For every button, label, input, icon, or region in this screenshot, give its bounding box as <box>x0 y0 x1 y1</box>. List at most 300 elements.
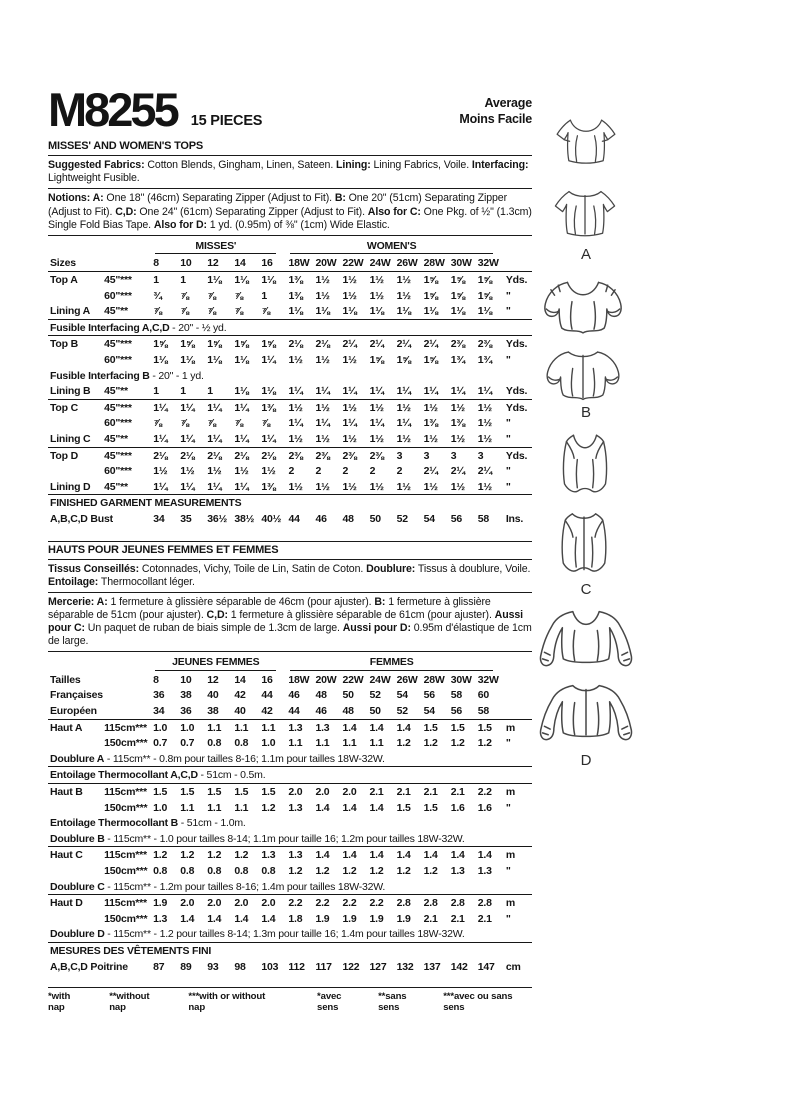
size-value: 14 <box>234 257 246 270</box>
size-value: 26W <box>396 257 418 270</box>
yardage-value: 1.2 <box>423 737 438 750</box>
size-value: 24W <box>369 673 391 686</box>
table-row <box>48 847 532 863</box>
yardage-value: ⅞ <box>180 289 189 302</box>
yardage-value: 1¼ <box>205 399 232 415</box>
yardage-value: 1.3 <box>286 847 313 863</box>
divider <box>48 188 532 189</box>
unit-cell: Yds. <box>503 336 532 352</box>
yardage-value: 1⅛ <box>477 305 492 318</box>
text-segment: B: <box>374 595 386 608</box>
yardage-value: 98 <box>234 960 246 973</box>
yardage-value: 1.2 <box>151 847 178 863</box>
text-segment: Cotton Blends, Gingham, Linen, Sateen. <box>144 159 337 172</box>
yardage-value: 1.4 <box>476 847 503 863</box>
pieces-count: 15 PIECES <box>190 113 263 130</box>
mercerie-paragraph <box>48 595 532 651</box>
table-row <box>48 479 532 495</box>
text-segment: Lining: <box>336 159 371 172</box>
garment-c-back-illustration <box>551 510 617 580</box>
yardage-value: 1¼ <box>207 480 222 493</box>
pattern-sheet <box>48 83 532 1014</box>
difficulty-en: Average <box>484 95 532 110</box>
size-value: 12 <box>207 257 219 270</box>
yardage-value: 1¼ <box>288 385 303 398</box>
yardage-value: 1.2 <box>342 865 357 878</box>
yardage-value: 1.9 <box>369 912 384 925</box>
yardage-value: 1½ <box>342 480 357 493</box>
garment-a-label: A <box>580 246 591 263</box>
row-label <box>48 863 102 879</box>
yardage-value: 2.1 <box>477 912 492 925</box>
difficulty-rating <box>459 95 532 128</box>
table-row <box>48 303 532 319</box>
row-label <box>48 735 102 751</box>
yardage-value: 1¼ <box>369 417 384 430</box>
yardage-value: 1⅜ <box>286 272 313 288</box>
yardage-value: 1⅝ <box>422 272 449 288</box>
text-segment: C,D: <box>206 608 228 621</box>
yardage-value: 0.8 <box>207 737 222 750</box>
text-segment: One 18" (46cm) Separating Zipper (Adjust to Fit). <box>103 192 335 205</box>
text-segment: 1 fermeture à glissière séparable de 46cm (pour ajuster). <box>107 595 375 608</box>
fabrics-paragraph <box>48 158 532 187</box>
table-cell <box>503 238 532 256</box>
yardage-value: 2 <box>369 465 376 478</box>
yardage-value: 1¼ <box>153 432 168 445</box>
yardage-value: 1.5 <box>232 784 259 800</box>
yardage-value: 1⅝ <box>423 354 438 367</box>
note-text: - 51cm - 0.5m. <box>197 769 266 782</box>
size-value: 60 <box>477 689 490 702</box>
yardage-value: 1.2 <box>205 847 232 863</box>
yardage-value: 2.1 <box>368 784 395 800</box>
yardage-value: 1.1 <box>232 719 259 735</box>
yardage-value: 2⅛ <box>286 336 313 352</box>
text-segment: Doublure: <box>366 562 416 575</box>
table-cell <box>48 238 151 256</box>
yardage-value: 52 <box>396 512 408 525</box>
fabric-width-spec: 150cm*** <box>104 801 148 814</box>
table-cell <box>503 703 532 719</box>
text-segment: One Pkg. of ½" (1.3cm) Single Fold Bias Tape. <box>48 205 532 231</box>
yardage-value: 1⅛ <box>232 272 259 288</box>
yardage-value: 1.0 <box>151 719 178 735</box>
unit-cell: " <box>505 354 511 367</box>
yardage-value: 2.8 <box>476 895 503 911</box>
yardage-value: 1.0 <box>153 801 168 814</box>
text-segment: 1 fermeture à glissière séparable de 51cm (pour ajuster). <box>48 595 491 621</box>
yardage-value: 3 <box>395 447 422 463</box>
yardage-value: 1.2 <box>232 847 259 863</box>
yardage-value: 1.2 <box>315 865 330 878</box>
yardage-value: 1½ <box>288 354 303 367</box>
yardage-value: 1¼ <box>153 480 168 493</box>
yardage-value: 1.5 <box>178 784 205 800</box>
size-value: 58 <box>477 705 490 718</box>
yardage-value: 1.8 <box>288 912 303 925</box>
yardage-value: 1½ <box>476 399 503 415</box>
yardage-value: 2⅛ <box>259 447 286 463</box>
yardage-value: 127 <box>369 960 387 973</box>
fabric-width-spec: 45"** <box>104 305 128 318</box>
yardage-value: 2.2 <box>368 895 395 911</box>
yardage-value: 2¼ <box>395 336 422 352</box>
yardage-value: 1.2 <box>423 865 438 878</box>
yardage-value: 1⅜ <box>423 417 438 430</box>
yardage-value: 1⅝ <box>205 336 232 352</box>
size-value: 24W <box>369 257 391 270</box>
table-row <box>48 352 532 368</box>
yardage-value: 1⅝ <box>232 336 259 352</box>
table-row <box>48 863 532 879</box>
yardage-value: 1.9 <box>396 912 411 925</box>
row-label: Haut A <box>48 719 102 735</box>
yardage-value: 1.3 <box>477 865 492 878</box>
yardage-value: 1⅝ <box>151 336 178 352</box>
yardage-value: 2⅜ <box>449 336 476 352</box>
size-value: 34 <box>153 705 165 718</box>
table-row <box>48 879 532 895</box>
yardage-value: 1.3 <box>313 719 340 735</box>
note-label: Doublure C <box>50 880 105 893</box>
yardage-value: 1⅝ <box>476 272 503 288</box>
yardage-value: 1¼ <box>288 417 303 430</box>
yardage-value: 2.0 <box>232 895 259 911</box>
table-row <box>48 272 532 288</box>
table-row <box>48 672 532 688</box>
yardage-value: 46 <box>315 512 327 525</box>
text-segment: Un paquet de ruban de biais simple de 1.3cm de large. <box>84 622 343 635</box>
divider <box>48 592 532 593</box>
yardage-value: 1½ <box>234 465 249 478</box>
size-value: 48 <box>342 705 354 718</box>
row-label: Haut D <box>48 895 102 911</box>
fabric-width-spec: 115cm*** <box>102 784 151 800</box>
table-row <box>48 815 532 831</box>
text-segment: B: <box>334 192 346 205</box>
unit-cell: " <box>505 432 511 445</box>
yardage-value: 1½ <box>368 272 395 288</box>
yardage-value: 1½ <box>449 399 476 415</box>
size-group-header <box>151 238 286 256</box>
yardage-value: 1 <box>153 385 159 398</box>
yardage-value: 1¼ <box>342 417 357 430</box>
yardage-value: 1½ <box>369 480 384 493</box>
yardage-value: 112 <box>288 960 305 973</box>
yardage-value: 1.1 <box>207 801 222 814</box>
yardage-value: 1.9 <box>342 912 357 925</box>
yardage-value: 1¼ <box>178 399 205 415</box>
yardage-value: 1.5 <box>396 801 411 814</box>
yardage-value: 103 <box>261 960 279 973</box>
yardage-value: ⅞ <box>261 305 270 318</box>
note-label: Fusible Interfacing B <box>50 369 150 382</box>
yardage-value: 1.2 <box>369 865 384 878</box>
yardage-value: 0.7 <box>180 737 195 750</box>
size-value: 18W <box>288 673 310 686</box>
unit-cell: cm <box>505 960 521 973</box>
yardage-value: 54 <box>423 512 435 525</box>
table-row <box>48 383 532 399</box>
table-cell <box>48 654 151 672</box>
yardage-value: 1⅛ <box>259 272 286 288</box>
yardage-value: 1½ <box>315 354 330 367</box>
yardage-value: 1.4 <box>368 847 395 863</box>
yardage-value: 1.9 <box>151 895 178 911</box>
yardage-value: 1½ <box>288 432 303 445</box>
table-row <box>48 911 532 927</box>
table-cell <box>503 255 532 271</box>
yardage-value: 1½ <box>477 480 492 493</box>
yardage-value: 1½ <box>450 480 465 493</box>
text-segment: Interfacing: <box>471 159 529 172</box>
yardage-value: 1.1 <box>369 737 384 750</box>
unit-cell: " <box>505 289 511 302</box>
table-row <box>48 238 532 256</box>
yardage-value: 1.1 <box>315 737 330 750</box>
yardage-value: 1⅛ <box>369 305 384 318</box>
yardage-value: 2.1 <box>395 784 422 800</box>
note-label: Doublure D <box>50 928 105 941</box>
yardage-value: 1¼ <box>232 399 259 415</box>
yardage-value: 2 <box>315 465 322 478</box>
size-value: 26W <box>396 673 418 686</box>
yardage-value: 1.4 <box>369 801 384 814</box>
section-header-row: MESURES DES VÊTEMENTS FINI <box>48 942 532 958</box>
table-note <box>48 767 532 784</box>
yardage-value: 1.4 <box>368 719 395 735</box>
divider <box>48 559 532 560</box>
text-segment: 0.95m d'élastique de 1cm de large. <box>48 622 532 648</box>
yardage-value: 1⅝ <box>477 289 492 302</box>
yardage-value: 1.3 <box>288 801 303 814</box>
yardage-value: 2.1 <box>423 912 438 925</box>
row-label: Lining C <box>50 432 91 445</box>
row-label: Top A <box>48 272 102 288</box>
yardage-value: 1⅛ <box>234 354 249 367</box>
yardage-value: 1⅛ <box>288 305 303 318</box>
yardage-value: 2.8 <box>449 895 476 911</box>
yardage-value: 1.2 <box>396 865 411 878</box>
pattern-number: M8255 <box>48 83 177 136</box>
fabric-width-spec: 60"*** <box>104 465 132 478</box>
yardage-value: 1.3 <box>450 865 465 878</box>
yardage-value: 1.4 <box>422 847 449 863</box>
garment-d-label: D <box>580 752 592 769</box>
yardage-value: 2.0 <box>341 784 368 800</box>
table-row <box>48 735 532 751</box>
garment-c-label: C <box>580 581 592 598</box>
yardage-value: 1½ <box>396 432 411 445</box>
size-value: 10 <box>180 257 192 270</box>
yardage-value: 1.0 <box>261 737 276 750</box>
row-label: Haut C <box>48 847 102 863</box>
yardage-value: 2.0 <box>205 895 232 911</box>
note-label: Entoilage Thermocollant B <box>50 817 179 830</box>
yardage-value: 1½ <box>207 465 222 478</box>
yardage-value: 1½ <box>395 399 422 415</box>
table-row <box>48 800 532 816</box>
yardage-value: 2.1 <box>450 912 465 925</box>
yardage-value: 3 <box>422 447 449 463</box>
fabric-width-spec: 115cm*** <box>102 847 151 863</box>
yardage-value: 1⅛ <box>180 354 195 367</box>
size-value: 22W <box>342 257 364 270</box>
yardage-value: 1½ <box>341 399 368 415</box>
text-segment: Thermocollant léger. <box>98 575 195 588</box>
table-row <box>48 959 532 975</box>
yardage-value: 1½ <box>315 432 330 445</box>
table-row <box>48 926 532 942</box>
fabric-width-spec: 60"*** <box>104 354 132 367</box>
fabric-width-spec: 150cm*** <box>104 912 148 925</box>
yardage-value: 1.4 <box>207 912 222 925</box>
yardage-value: 1⅝ <box>423 289 438 302</box>
text-segment: Also for C: <box>367 205 421 218</box>
row-label: A,B,C,D Poitrine <box>50 960 128 973</box>
yardage-value: 1.2 <box>396 737 411 750</box>
yardage-value: 147 <box>477 960 495 973</box>
yardage-value: 1.3 <box>153 912 168 925</box>
yardage-value: 1.0 <box>178 719 205 735</box>
yardage-value: 1.6 <box>450 801 465 814</box>
yardage-value: 50 <box>369 512 381 525</box>
fabric-width-spec: 45"*** <box>102 272 151 288</box>
yardage-value: 1⅛ <box>450 305 465 318</box>
yardage-value: 1.4 <box>395 719 422 735</box>
fabric-width-spec: 45"** <box>104 480 128 493</box>
size-value: 42 <box>261 705 273 718</box>
note-label: Fusible Interfacing A,C,D <box>50 321 170 334</box>
yardage-value: 1 <box>151 272 178 288</box>
row-label <box>48 911 102 927</box>
yardage-value: 0.8 <box>234 737 249 750</box>
yardage-value: 1¼ <box>261 432 276 445</box>
footnote-item: ***with or without nap <box>188 991 266 1014</box>
yardage-value: ⅞ <box>234 305 243 318</box>
yardage-value: 1¼ <box>234 432 249 445</box>
row-label: A,B,C,D Bust <box>50 512 113 525</box>
divider <box>48 155 532 156</box>
yardage-value: 1.4 <box>341 719 368 735</box>
yardage-value: 1⅝ <box>449 272 476 288</box>
size-value: 52 <box>396 705 408 718</box>
yardage-value: ⅞ <box>207 305 216 318</box>
size-value: 12 <box>207 673 219 686</box>
size-value: 10 <box>180 673 192 686</box>
size-value: 36 <box>153 689 165 702</box>
text-segment: Tissus à doublure, Voile. <box>415 562 531 575</box>
yardage-value: 142 <box>450 960 468 973</box>
garment-c-front-illustration <box>553 431 617 501</box>
divider <box>48 235 532 236</box>
table-row <box>48 495 532 511</box>
footnote-fr-group <box>304 991 536 1013</box>
yardage-value: 1½ <box>153 465 168 478</box>
table-row <box>48 368 532 384</box>
table-cell <box>503 687 532 703</box>
size-group-header <box>286 654 502 672</box>
unit-cell: " <box>505 737 511 750</box>
note-text: - 20" - ½ yd. <box>169 321 227 334</box>
yardage-value: 2.8 <box>395 895 422 911</box>
size-group-label: MISSES' <box>155 240 276 255</box>
yardage-value: 1.3 <box>259 847 286 863</box>
row-label: Top D <box>48 447 102 463</box>
yardage-value: 89 <box>180 960 192 973</box>
yardage-value: 2⅛ <box>178 447 205 463</box>
tissus-paragraph <box>48 562 532 591</box>
yardage-value: 1 <box>180 385 186 398</box>
yardage-value: 137 <box>423 960 441 973</box>
row-label: Lining B <box>50 385 91 398</box>
note-label: Doublure B <box>50 832 105 845</box>
yardage-value: 0.8 <box>234 865 249 878</box>
yardage-value: 1.4 <box>313 847 340 863</box>
note-text: - 51cm - 1.0m. <box>178 817 246 830</box>
yardage-value: 1⅛ <box>207 354 222 367</box>
yardage-value: ⅞ <box>261 417 270 430</box>
yardage-value: 1½ <box>396 480 411 493</box>
yardage-value: 1⅛ <box>261 385 276 398</box>
yardage-value: 1.2 <box>288 865 303 878</box>
note-label: Entoilage Thermocollant A,C,D <box>50 769 198 782</box>
table-row <box>48 895 532 911</box>
yardage-value: 1.4 <box>261 912 276 925</box>
yardage-value: 48 <box>342 512 354 525</box>
size-row-label: Sizes <box>50 257 76 270</box>
table-row <box>48 463 532 479</box>
yardage-value: 1½ <box>341 272 368 288</box>
yardage-value: 1½ <box>313 272 340 288</box>
size-value: 56 <box>423 689 435 702</box>
yardage-value: 1.5 <box>449 719 476 735</box>
unit-cell: " <box>505 465 511 478</box>
yardage-value: 2⅛ <box>151 447 178 463</box>
yardage-value: 1 <box>261 289 268 302</box>
unit-cell: " <box>505 417 511 430</box>
table-note <box>48 926 532 942</box>
table-row <box>48 431 532 447</box>
yardage-value: 1½ <box>288 480 303 493</box>
fabric-width-spec: 115cm*** <box>102 895 151 911</box>
fabric-width-spec: 45"** <box>104 385 128 398</box>
size-value: 54 <box>396 689 408 702</box>
yardage-value: 1⅝ <box>259 336 286 352</box>
row-label: Top B <box>48 336 102 352</box>
size-row-label: Françaises <box>50 689 103 702</box>
unit-cell: Yds. <box>505 385 528 398</box>
yardage-value: 1.1 <box>259 719 286 735</box>
yardage-value: 1.1 <box>234 801 249 814</box>
yardage-value: 1½ <box>286 399 313 415</box>
yardage-value: 1¼ <box>396 417 411 430</box>
yardage-value: 1⅝ <box>369 354 384 367</box>
table-row <box>48 751 532 767</box>
fabric-width-spec: 45"*** <box>102 336 151 352</box>
yardage-value: 2⅛ <box>313 336 340 352</box>
section-title-en: MISSES' AND WOMEN'S TOPS <box>48 140 204 153</box>
yardage-value: 56 <box>450 512 462 525</box>
table-row <box>48 255 532 271</box>
yardage-value: 2.2 <box>313 895 340 911</box>
row-label <box>48 352 102 368</box>
yardage-value: 2.2 <box>341 895 368 911</box>
yardage-value: 0.8 <box>153 865 168 878</box>
yardage-value: ⅞ <box>153 305 162 318</box>
table-row <box>48 511 532 527</box>
